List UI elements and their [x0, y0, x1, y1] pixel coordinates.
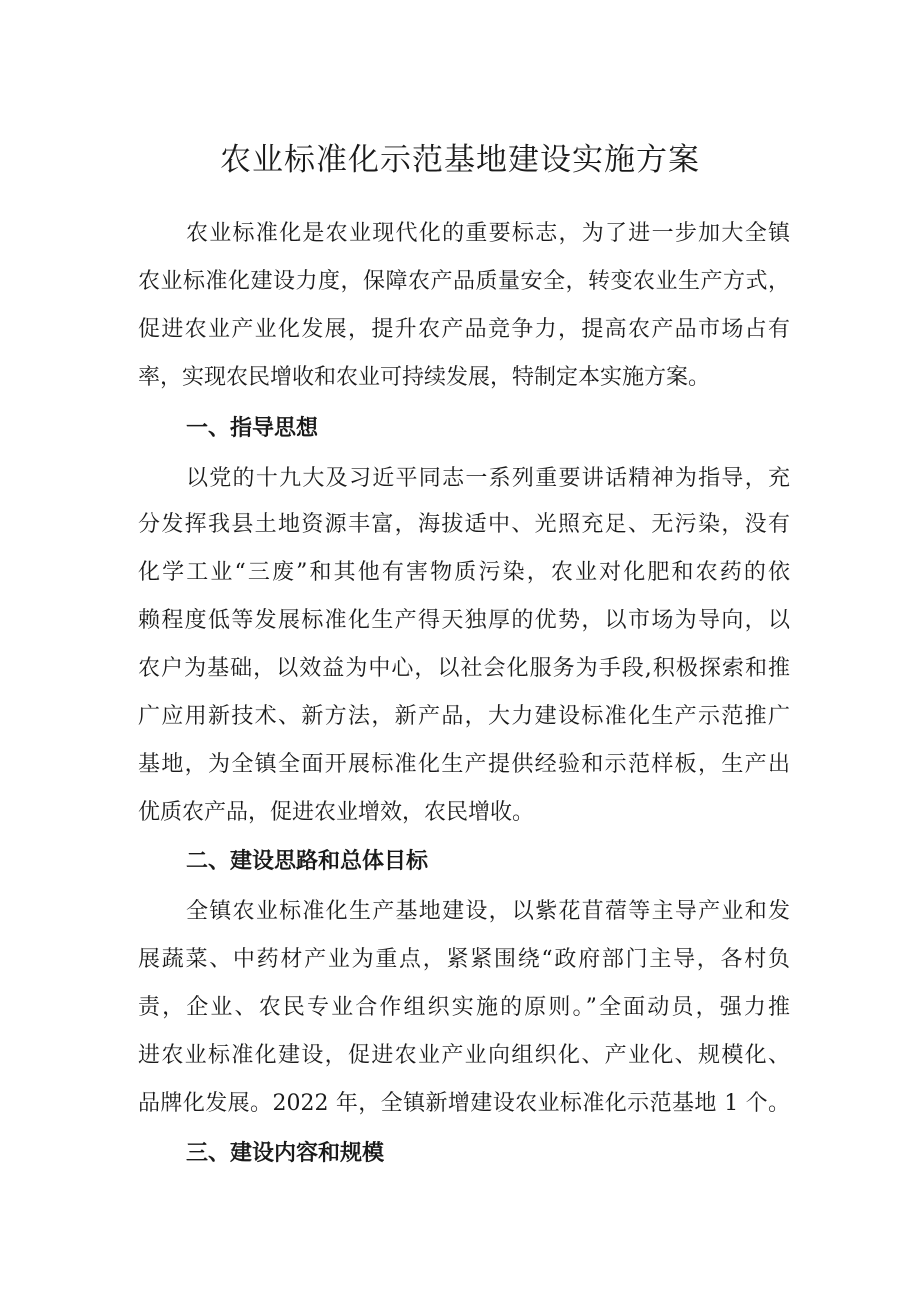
paragraph-line: 分发挥我县土地资源丰富，海拔适中、光照充足、无污染，没有 [138, 512, 790, 537]
section-heading: 三、建设内容和规模 [186, 1141, 385, 1166]
document-title: 农业标准化示范基地建设实施方案 [220, 142, 700, 178]
paragraph-line: 基地，为全镇全面开展标准化生产提供经验和示范样板，生产出 [138, 752, 790, 777]
paragraph-line: 农业标准化建设力度，保障农产品质量安全，转变农业生产方式， [138, 269, 790, 294]
paragraph-line: 展蔬菜、中药材产业为重点，紧紧围绕“政府部门主导，各村负 [138, 947, 790, 972]
section-heading: 一、指导思想 [186, 416, 319, 441]
paragraph-line: 责，企业、农民专业合作组织实施的原则。”全面动员，强力推 [138, 995, 790, 1020]
paragraph-line: 农户为基础，以效益为中心，以社会化服务为手段,积极探索和推 [138, 656, 790, 681]
paragraph-line: 化学工业“三废”和其他有害物质污染，农业对化肥和农药的依 [138, 560, 790, 585]
paragraph-line: 全镇农业标准化生产基地建设，以紫花苜蓿等主导产业和发 [186, 899, 790, 924]
paragraph-line: 进农业标准化建设，促进农业产业向组织化、产业化、规模化、 [138, 1043, 790, 1068]
paragraph-line: 率，实现农民增收和农业可持续发展，特制定本实施方案。 [138, 365, 711, 390]
paragraph-line: 赖程度低等发展标准化生产得天独厚的优势，以市场为导向，以 [138, 608, 790, 633]
paragraph-line: 品牌化发展。2022 年，全镇新增建设农业标准化示范基地 1 个。 [138, 1091, 790, 1116]
section-heading: 二、建设思路和总体目标 [186, 849, 429, 874]
paragraph-line: 促进农业产业化发展，提升农产品竞争力，提高农产品市场占有 [138, 317, 790, 342]
paragraph-line: 农业标准化是农业现代化的重要标志，为了进一步加大全镇 [186, 221, 790, 246]
paragraph-line: 优质农产品，促进农业增效，农民增收。 [138, 800, 535, 825]
paragraph-line: 广应用新技术、新方法，新产品，大力建设标准化生产示范推广 [138, 704, 790, 729]
paragraph-line: 以党的十九大及习近平同志一系列重要讲话精神为指导，充 [186, 466, 790, 491]
